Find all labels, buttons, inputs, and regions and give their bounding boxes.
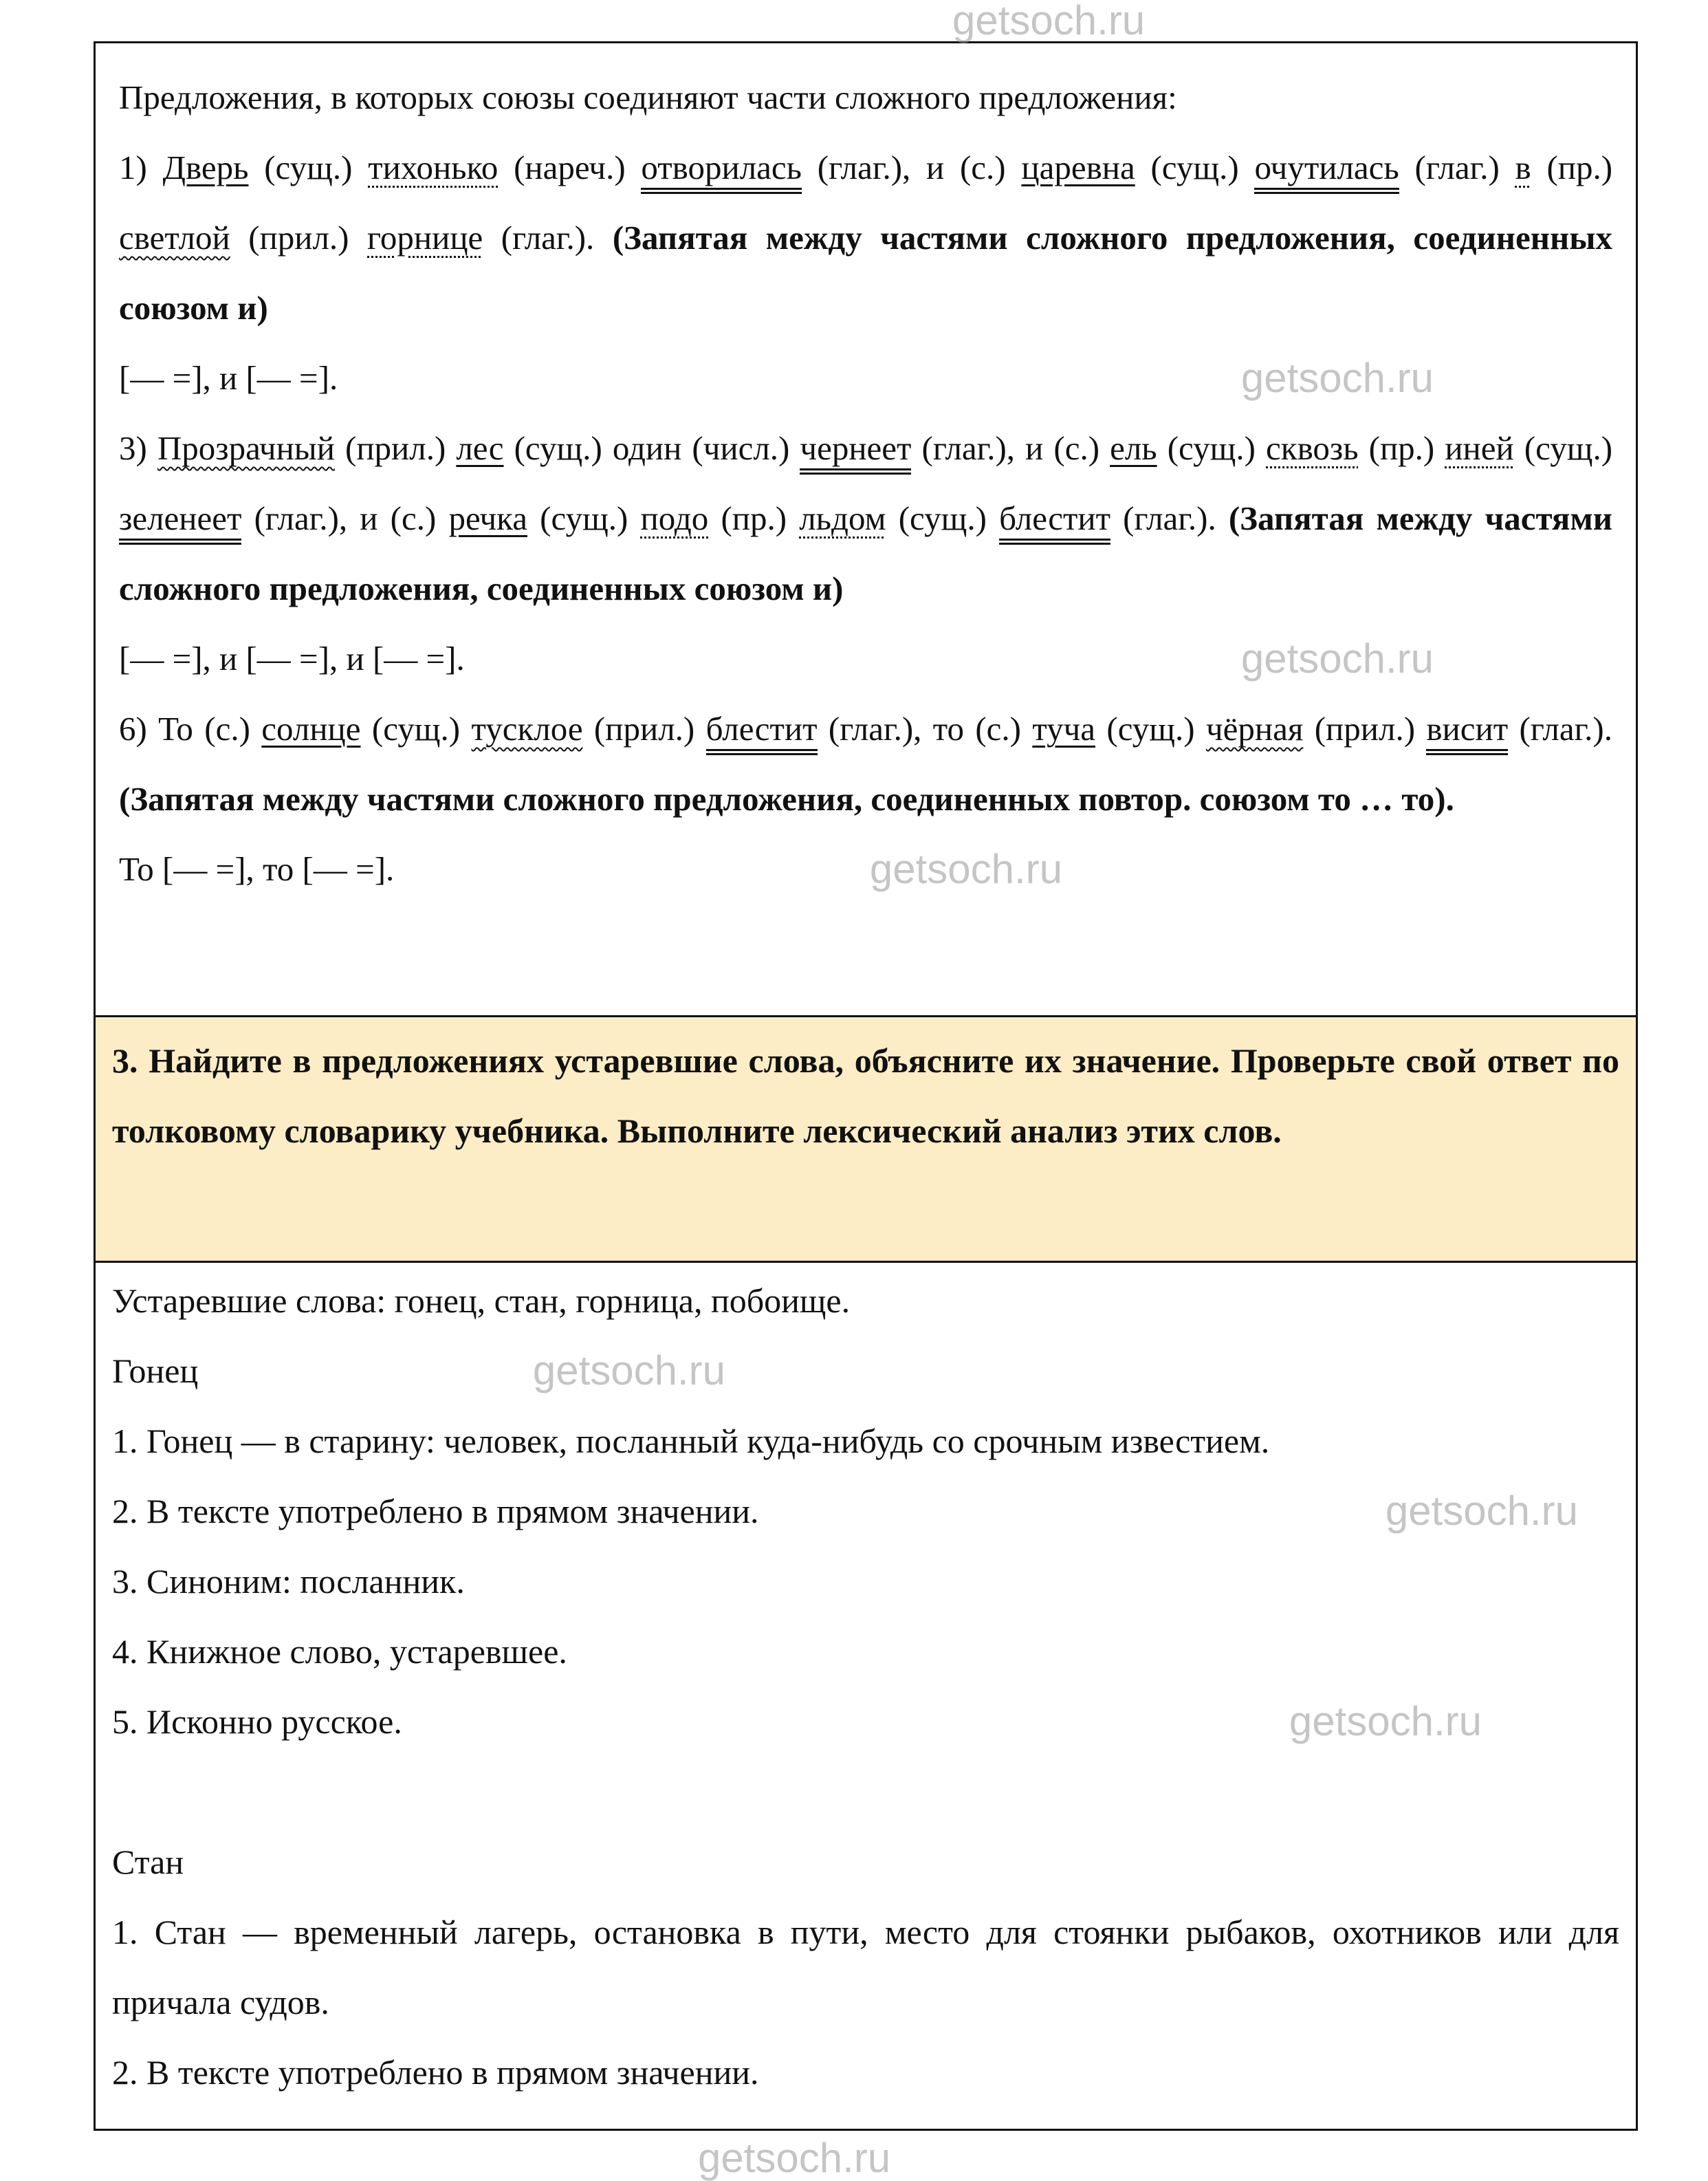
text-run: (сущ.) [1135,149,1255,186]
text-run: (сущ.) [1513,429,1613,467]
sentence-1-scheme: [— =], и [— =]. [119,359,338,397]
text-run: (глаг.), то (с.) [817,710,1033,748]
watermark: getsoch.ru [1240,636,1434,682]
subject-word: царевна [1021,149,1135,186]
answer-section-sentences [96,43,1636,1017]
predicate-word: чернеет [800,429,911,475]
adverbial-word: сквозь [1266,429,1359,467]
archaisms-intro: Устаревшие слова: гонец, стан, горница, побоище. [112,1281,851,1320]
sentence-1 [119,133,1612,343]
attribute-word: Прозрачный [157,429,335,467]
text-run: (нареч.) [498,149,642,186]
task-3-text: 3. Найдите в предложениях устаревшие слова, объясните их значение. Проверьте свой ответ по толковому словарику учебника. Выполните лексический анализ этих слов. [112,1041,1619,1150]
text-run: (сущ.) [1095,710,1206,748]
word-title-gonets-line [112,1336,1619,1406]
comment-bold: (Запятая между частями сложного предложения, соединенных повтор. союзом то … то). [119,780,1454,818]
stan-item: 1. Стан — временный лагерь, остановка в пути, место для стоянки рыбаков, охотников или для причала судов. [112,1913,1619,2021]
watermark: getsoch.ru [1385,1488,1578,1534]
attribute-word: светлой [119,219,230,257]
text-run: (сущ.) [248,149,369,186]
adverbial-word: горнице [367,219,483,257]
text-run: 1) [119,149,163,186]
text-run: (пр.) [708,499,800,537]
attribute-word: тусклое [471,710,583,748]
sentence-6-scheme-line [119,834,1612,904]
adverbial-word: льдом [799,499,886,537]
text-run: 6) То (с.) [119,710,262,748]
text-run: (глаг.). [1110,499,1229,537]
gonets-item: 3. Синоним: посланник. [112,1562,465,1601]
predicate-word: очутилась [1254,149,1399,194]
spacer [112,1757,1619,1827]
sentences-intro: Предложения, в которых союзы соединяют части сложного предложения: [119,78,1177,116]
text-run: (глаг.) [1399,149,1515,186]
watermark: getsoch.ru [532,1347,725,1393]
text-run: (сущ.) один (числ.) [503,429,800,467]
sentence-3-scheme: [— =], и [— =], и [— =]. [119,640,465,677]
watermark: getsoch.ru [952,0,1146,43]
adverbial-word: подо [640,499,709,537]
adverbial-word: тихонько [368,149,499,186]
text-run: (глаг.), и (с.) [802,149,1022,186]
subject-word: речка [448,499,527,537]
document-table [94,41,1638,2131]
text-run: (прил.) [334,429,457,467]
text-run: 3) [119,429,157,467]
predicate-word: блестит [706,710,818,755]
gonets-item: 2. В тексте употреблено в прямом значении. [112,1492,759,1530]
gonets-item: 4. Книжное слово, устаревшее. [112,1632,567,1671]
text-run: (прил.) [230,219,367,257]
text-run: (сущ.) [360,710,472,748]
sentence-6 [119,694,1612,834]
gonets-item-line [112,1686,1619,1757]
watermark: getsoch.ru [869,846,1062,892]
gonets-item: 1. Гонец — в старину: человек, посланный куда-нибудь со срочным известием. [112,1422,1270,1460]
gonets-item: 5. Исконно русское. [112,1702,402,1741]
word-title-gonets: Гонец [112,1352,199,1390]
text-run: (прил.) [582,710,706,748]
gonets-item-line [112,1476,1619,1546]
text-run: (пр.) [1358,429,1445,467]
subject-word: Дверь [162,149,249,186]
predicate-word: блестит [999,499,1110,545]
text-run: (глаг.), и (с.) [241,499,449,537]
text-run: (сущ.) [886,499,1000,537]
predicate-word: висит [1426,710,1508,755]
text-run: (глаг.). [483,219,613,257]
watermark: getsoch.ru [698,2135,891,2181]
predicate-word: отворилась [641,149,802,194]
text-run: (пр.) [1531,149,1613,186]
comment-bold: (Запятая между частями сложного предложения, соединенных союзом и) [119,499,1613,607]
text-run: (прил.) [1303,710,1427,748]
watermark: getsoch.ru [1289,1698,1482,1744]
text-run: (сущ.) [1157,429,1267,467]
task-3-header [96,1017,1636,1263]
attribute-word: чёрная [1205,710,1304,748]
adverbial-word: в [1515,149,1531,186]
watermark: getsoch.ru [1240,355,1434,401]
subject-word: лес [456,429,504,467]
subject-word: солнце [261,710,361,748]
text-run: (глаг.). [1508,710,1612,748]
predicate-word: зеленеет [119,499,241,545]
adverbial-word: иней [1445,429,1514,467]
stan-item: 2. В тексте употреблено в прямом значении. [112,2053,759,2092]
sentence-3-scheme-line [119,624,1612,694]
sentence-6-scheme: То [— =], то [— =]. [119,850,395,888]
subject-word: туча [1032,710,1096,748]
word-title-stan: Стан [112,1843,184,1881]
answer-section-archaisms [96,1263,1636,2129]
text-run: (сущ.) [527,499,641,537]
sentence-3 [119,413,1612,624]
sentence-1-scheme-line [119,343,1612,413]
comment-bold: (Запятая между частями сложного предложения, соединенных союзом и) [119,219,1612,327]
subject-word: ель [1110,429,1157,467]
text-run: (глаг.), и (с.) [911,429,1110,467]
